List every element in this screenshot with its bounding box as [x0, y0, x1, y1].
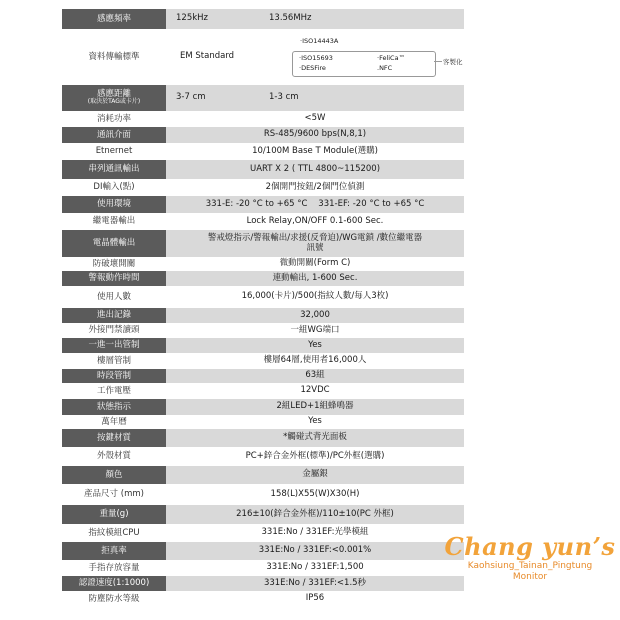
spec-label: 使用環境	[62, 196, 166, 213]
watermark-line1: Kaohsiung_Tainan_Pingtung	[467, 561, 593, 571]
std-iso14443a: ·ISO14443A	[300, 37, 339, 45]
spec-row	[62, 257, 464, 271]
std-iso15693: ·ISO15693	[299, 54, 333, 62]
spec-label: 電晶體輸出	[62, 230, 166, 257]
spec-label: 時段管制	[62, 369, 166, 383]
spec-label-sub: (取決於TAG或卡片)	[87, 98, 141, 106]
spec-row	[62, 524, 464, 542]
spec-label: Etnernet	[62, 143, 166, 160]
spec-value: RS-485/9600 bps(N,8,1)	[166, 127, 464, 143]
distance-13m: 1-3 cm	[269, 92, 299, 103]
spec-row	[62, 338, 464, 353]
spec-row	[62, 447, 464, 466]
spec-value: 一組WG端口	[166, 323, 464, 338]
spec-label: 拒真率	[62, 542, 166, 560]
spec-row	[62, 127, 464, 143]
spec-value: 連動輸出, 1-600 Sec.	[166, 271, 464, 286]
spec-row	[62, 323, 464, 338]
spec-value: PC+鋅合金外框(標準)/PC外框(選購)	[166, 447, 464, 466]
spec-value: 63組	[166, 369, 464, 383]
spec-row	[62, 230, 464, 257]
custom-note: 客製化	[443, 58, 463, 66]
spec-row	[62, 213, 464, 230]
watermark-line2: Monitor	[512, 571, 548, 582]
spec-value: 158(L)X55(W)X30(H)	[166, 484, 464, 505]
spec-label: 重量(g)	[62, 505, 166, 524]
watermark	[440, 532, 620, 583]
spec-label: 指紋模組CPU	[62, 524, 166, 542]
spec-row	[62, 415, 464, 429]
spec-value: UART X 2 ( TTL 4800~115200)	[166, 160, 464, 179]
spec-row	[62, 160, 464, 179]
spec-label: 進出記錄	[62, 308, 166, 323]
spec-row	[62, 484, 464, 505]
spec-value: 331E:No / 331EF:<0.001%	[166, 542, 464, 560]
spec-label: 樓層管制	[62, 353, 166, 369]
spec-value: 331E:No / 331EF:光學模組	[166, 524, 464, 542]
spec-label: 一進一出管制	[62, 338, 166, 353]
distance-125k: 3-7 cm	[176, 92, 206, 103]
std-group-box	[292, 51, 436, 77]
spec-label: 萬年曆	[62, 415, 166, 429]
spec-label: DI輸入(點)	[62, 179, 166, 196]
spec-value	[166, 85, 464, 111]
spec-row	[62, 591, 464, 607]
spec-value: <5W	[166, 111, 464, 127]
spec-label: 工作電壓	[62, 383, 166, 399]
spec-value	[166, 9, 464, 29]
spec-value: 樓層64層,使用者16,000人	[166, 353, 464, 369]
spec-row-distance	[62, 85, 464, 111]
spec-value: Yes	[166, 338, 464, 353]
spec-value: 微動開關(Form C)	[166, 257, 464, 271]
spec-row	[62, 505, 464, 524]
spec-row	[62, 576, 464, 591]
spec-label: 按鍵材質	[62, 429, 166, 447]
spec-label: 產品尺寸 (mm)	[62, 484, 166, 505]
spec-value: 216±10(鋅合金外框)/110±10(PC 外框)	[166, 505, 464, 524]
std-nfc: .NFC	[377, 64, 393, 72]
spec-row	[62, 286, 464, 308]
spec-label: 防塵防水等級	[62, 591, 166, 607]
spec-label: 警報動作時間	[62, 271, 166, 286]
custom-line	[434, 61, 442, 62]
spec-label: 使用人數	[62, 286, 166, 308]
spec-value: 331-E: -20 °C to +65 °C 331-EF: -20 °C to +65 °C	[166, 196, 464, 213]
spec-row	[62, 111, 464, 127]
spec-value: 12VDC	[166, 383, 464, 399]
em-standard: EM Standard	[180, 51, 235, 62]
spec-value: Yes	[166, 415, 464, 429]
std-desfire: ·DESFire	[299, 64, 326, 72]
spec-table	[62, 9, 464, 607]
spec-row	[62, 308, 464, 323]
spec-label: 狀態指示	[62, 399, 166, 415]
spec-label: 串列通訊輸出	[62, 160, 166, 179]
spec-value: 10/100M Base T Module(選購)	[166, 143, 464, 160]
spec-label-main: 感應距離	[96, 89, 131, 100]
spec-row	[62, 399, 464, 415]
std-felica: ·FeliCa™	[377, 54, 406, 62]
spec-label: 顏色	[62, 466, 166, 484]
spec-row	[62, 383, 464, 399]
spec-row	[62, 179, 464, 196]
freq-13m: 13.56MHz	[269, 13, 312, 24]
spec-label: 繼電器輸出	[62, 213, 166, 230]
watermark-title: Chang yun’s	[444, 532, 616, 561]
spec-value: 16,000(卡片)/500(指紋人數/每人3枚)	[166, 286, 464, 308]
spec-row	[62, 271, 464, 286]
spec-label: 手指存放容量	[62, 560, 166, 576]
spec-value: 2個開門按鈕/2個門位偵測	[166, 179, 464, 196]
spec-row	[62, 429, 464, 447]
spec-value: IP56	[166, 591, 464, 607]
freq-125k: 125kHz	[176, 13, 208, 24]
spec-label: 外殼材質	[62, 447, 166, 466]
spec-row-frequency	[62, 9, 464, 29]
spec-row	[62, 196, 464, 213]
spec-label: 通訊介面	[62, 127, 166, 143]
spec-value: 331E:No / 331EF:1,500	[166, 560, 464, 576]
spec-label: 消耗功率	[62, 111, 166, 127]
spec-label: 資料傳輸標準	[62, 29, 166, 85]
spec-row	[62, 143, 464, 160]
spec-value: 金屬銀	[166, 466, 464, 484]
spec-value: Lock Relay,ON/OFF 0.1-600 Sec.	[166, 213, 464, 230]
spec-value: 警戒燈指示/警報輸出/求援(反脅迫)/WG電鎖 /數位繼電器訊號	[166, 230, 464, 257]
spec-row	[62, 466, 464, 484]
spec-row	[62, 353, 464, 369]
spec-value: 2組LED+1組蜂鳴器	[166, 399, 464, 415]
spec-row	[62, 369, 464, 383]
spec-value: 331E:No / 331EF:<1.5秒	[166, 576, 464, 591]
spec-row	[62, 542, 464, 560]
spec-label: 外接門禁讀頭	[62, 323, 166, 338]
spec-label	[62, 85, 166, 111]
spec-label: 認證速度(1:1000)	[62, 576, 166, 591]
spec-label: 感應頻率	[62, 9, 166, 29]
spec-value: 32,000	[166, 308, 464, 323]
spec-label: 防破壞開關	[62, 257, 166, 271]
spec-value: *觸碰式背光面板	[166, 429, 464, 447]
spec-row	[62, 560, 464, 576]
